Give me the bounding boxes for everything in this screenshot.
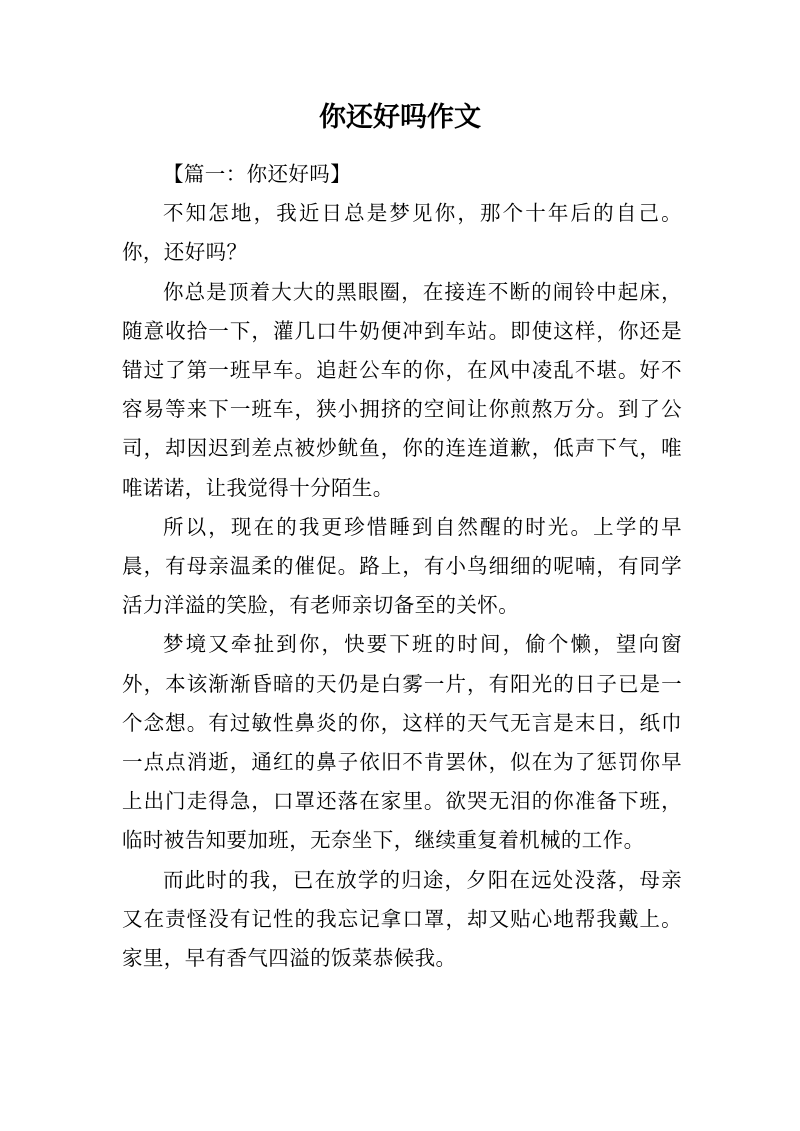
- paragraph: 不知怎地，我近日总是梦见你，那个十年后的自己。你，还好吗？: [122, 201, 682, 265]
- paragraph: 而此时的我，已在放学的归途，夕阳在远处没落，母亲又在责怪没有记性的我忘记拿口罩，却又贴心地帮我戴上。家里，早有香气四溢的饭菜恭候我。: [122, 867, 682, 971]
- paragraph: 你总是顶着大大的黑眼圈，在接连不断的闹铃中起床，随意收拾一下，灌几口牛奶便冲到车站。即使这样，你还是错过了第一班早车。追赶公车的你，在风中凌乱不堪。好不容易等来下一班车，狭小拥挤的空间让你煎熬万分。到了公司，却因迟到差点被炒鱿鱼，你的连连道歉，低声下气，唯唯诺诺，让我觉得十分陌生。: [122, 279, 682, 500]
- paragraph: 所以，现在的我更珍惜睡到自然醒的时光。上学的早晨，有母亲温柔的催促。路上，有小鸟细细的呢喃，有同学活力洋溢的笑脸，有老师亲切备至的关怀。: [122, 514, 682, 618]
- document-title: 你还好吗作文: [319, 102, 481, 133]
- document-body: [122, 155, 682, 978]
- section-heading: 【篇一：你还好吗】: [163, 162, 352, 186]
- paragraph: 梦境又牵扯到你，快要下班的时间，偷个懒，望向窗外，本该渐渐昏暗的天仍是白雾一片，有阳光的日子已是一个念想。有过敏性鼻炎的你，这样的天气无言是末日，纸巾一点点消逝，通红的鼻子依旧不肯罢休，似在为了惩罚你早上出门走得急，口罩还落在家里。欲哭无泪的你准备下班，临时被告知要加班，无奈坐下，继续重复着机械的工作。: [122, 632, 682, 853]
